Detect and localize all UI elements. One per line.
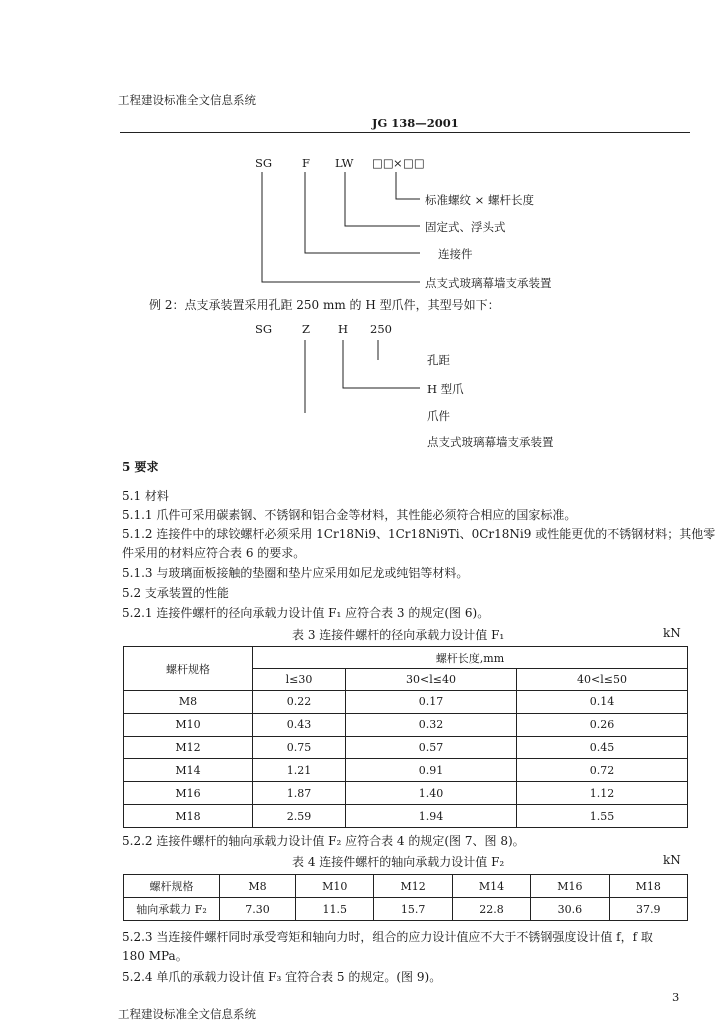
table-row xyxy=(124,736,688,759)
table-cell: 0.17 xyxy=(346,691,517,714)
table-cell: 轴向承载力 F₂ xyxy=(124,898,220,921)
table-cell: 15.7 xyxy=(374,898,452,921)
table-cell: 0.32 xyxy=(346,713,517,736)
ex2-label-support-device: 点支式玻璃幕墙支承装置 xyxy=(427,435,554,449)
table3-group-header: 螺杆长度,mm xyxy=(253,647,688,669)
source-watermark-top: 工程建设标准全文信息系统 xyxy=(118,93,256,107)
ex2-label-h-claw: H 型爪 xyxy=(427,382,464,396)
ex1-code-thread: □□ xyxy=(372,156,394,170)
ex2-label-spacing: 孔距 xyxy=(427,353,450,367)
table-cell: M8 xyxy=(124,691,253,714)
table-cell: 0.75 xyxy=(253,736,346,759)
ex2-code-spacing: 250 xyxy=(370,322,392,336)
source-watermark-bottom: 工程建设标准全文信息系统 xyxy=(118,1007,256,1021)
table-cell: 30.6 xyxy=(531,898,609,921)
table-cell: M16 xyxy=(124,782,253,805)
table-cell: 0.26 xyxy=(517,713,688,736)
table-row xyxy=(124,759,688,782)
table-cell: M12 xyxy=(124,736,253,759)
section-5-1-heading: 5.1 材料 xyxy=(122,489,169,503)
table4-header-cell: M12 xyxy=(374,875,452,898)
section-5-2-3-line1: 5.2.3 当连接件螺杆同时承受弯矩和轴向力时，组合的应力设计值应不大于不锈钢强度设计值 f，f 取 xyxy=(122,930,653,944)
table-cell: 11.5 xyxy=(296,898,374,921)
table-cell: 1.55 xyxy=(517,805,688,828)
ex2-code-h: H xyxy=(338,322,349,336)
section-5-1-2-line2: 件采用的材料应符合表 6 的要求。 xyxy=(122,546,306,560)
table-cell: 0.22 xyxy=(253,691,346,714)
ex2-label-claw: 爪件 xyxy=(427,409,450,423)
table-row xyxy=(124,805,688,828)
table-cell: 1.21 xyxy=(253,759,346,782)
ex1-label-connector: 连接件 xyxy=(438,247,473,261)
table3-sub-header: l≤30 xyxy=(253,669,346,691)
ex1-code-type: F xyxy=(302,156,310,170)
table-row xyxy=(124,713,688,736)
section-5-1-1: 5.1.1 爪件可采用碳素钢、不锈钢和铝合金等材料，其性能必须符合相应的国家标准。 xyxy=(122,508,577,522)
section-5-heading: 5 要求 xyxy=(122,460,159,474)
ex1-code-lw: LW xyxy=(335,156,354,170)
table3-sub-header: 30<l≤40 xyxy=(346,669,517,691)
page-number: 3 xyxy=(672,990,680,1004)
table4-header-cell: M18 xyxy=(609,875,687,898)
section-5-1-3: 5.1.3 与玻璃面板接触的垫圈和垫片应采用如尼龙或纯铝等材料。 xyxy=(122,566,469,580)
doc-code: JG 138—2001 xyxy=(372,116,459,130)
table-cell: 37.9 xyxy=(609,898,687,921)
table4-header-cell: M8 xyxy=(220,875,296,898)
ex2-leader-lines xyxy=(0,0,724,420)
table-cell: 0.14 xyxy=(517,691,688,714)
ex2-code-z: Z xyxy=(302,322,310,336)
table3-sub-header: 40<l≤50 xyxy=(517,669,688,691)
table3-unit: kN xyxy=(663,626,681,640)
table4-header-cell: M14 xyxy=(452,875,530,898)
section-5-2-2: 5.2.2 连接件螺杆的轴向承载力设计值 F₂ 应符合表 4 的规定(图 7、图 8)。 xyxy=(122,834,525,848)
ex1-label-thread-length: 标准螺纹 × 螺杆长度 xyxy=(425,193,534,207)
table-cell: 0.72 xyxy=(517,759,688,782)
section-5-2-1: 5.2.1 连接件螺杆的径向承载力设计值 F₁ 应符合表 3 的规定(图 6)。 xyxy=(122,606,490,620)
section-5-1-2-line1: 5.1.2 连接件中的球铰螺杆必须采用 1Cr18Ni9、1Cr18Ni9Ti、0Cr18Ni9 或性能更优的不锈钢材料；其他零 xyxy=(122,527,716,541)
table-row xyxy=(124,898,688,921)
table-cell: 1.12 xyxy=(517,782,688,805)
table4-caption: 表 4 连接件螺杆的轴向承载力设计值 F₂ xyxy=(292,855,505,869)
table-cell: 7.30 xyxy=(220,898,296,921)
table4 xyxy=(123,874,688,921)
ex1-label-support-device: 点支式玻璃幕墙支承装置 xyxy=(425,276,552,290)
table-cell: M18 xyxy=(124,805,253,828)
table3-col-header: 螺杆规格 xyxy=(124,647,253,691)
ex1-label-fixed-floating: 固定式、浮头式 xyxy=(425,220,506,234)
table4-header-cell: M16 xyxy=(531,875,609,898)
table-cell: 1.94 xyxy=(346,805,517,828)
ex1-code-length: □□ xyxy=(403,156,425,170)
table-cell: 22.8 xyxy=(452,898,530,921)
table-cell: 0.91 xyxy=(346,759,517,782)
table-cell: M10 xyxy=(124,713,253,736)
table-cell: 0.57 xyxy=(346,736,517,759)
table-cell: 1.40 xyxy=(346,782,517,805)
ex2-code-sg: SG xyxy=(255,322,273,336)
table4-header-cell: 螺杆规格 xyxy=(124,875,220,898)
table-row xyxy=(124,691,688,714)
table-cell: 0.45 xyxy=(517,736,688,759)
table-cell: 0.43 xyxy=(253,713,346,736)
section-5-2-heading: 5.2 支承装置的性能 xyxy=(122,586,229,600)
table-cell: 1.87 xyxy=(253,782,346,805)
ex1-code-sg: SG xyxy=(255,156,273,170)
table3-caption: 表 3 连接件螺杆的径向承载力设计值 F₁ xyxy=(292,628,505,642)
table4-header-cell: M10 xyxy=(296,875,374,898)
table-cell: M14 xyxy=(124,759,253,782)
section-5-2-4: 5.2.4 单爪的承载力设计值 F₃ 宜符合表 5 的规定。(图 9)。 xyxy=(122,970,442,984)
table4-unit: kN xyxy=(663,853,681,867)
section-5-2-3-line2: 180 MPa。 xyxy=(122,949,188,963)
ex2-intro: 例 2：点支承装置采用孔距 250 mm 的 H 型爪件，其型号如下： xyxy=(149,298,500,312)
table-cell: 2.59 xyxy=(253,805,346,828)
table-row xyxy=(124,782,688,805)
ex1-code-x: × xyxy=(393,156,403,170)
table3 xyxy=(123,646,688,828)
